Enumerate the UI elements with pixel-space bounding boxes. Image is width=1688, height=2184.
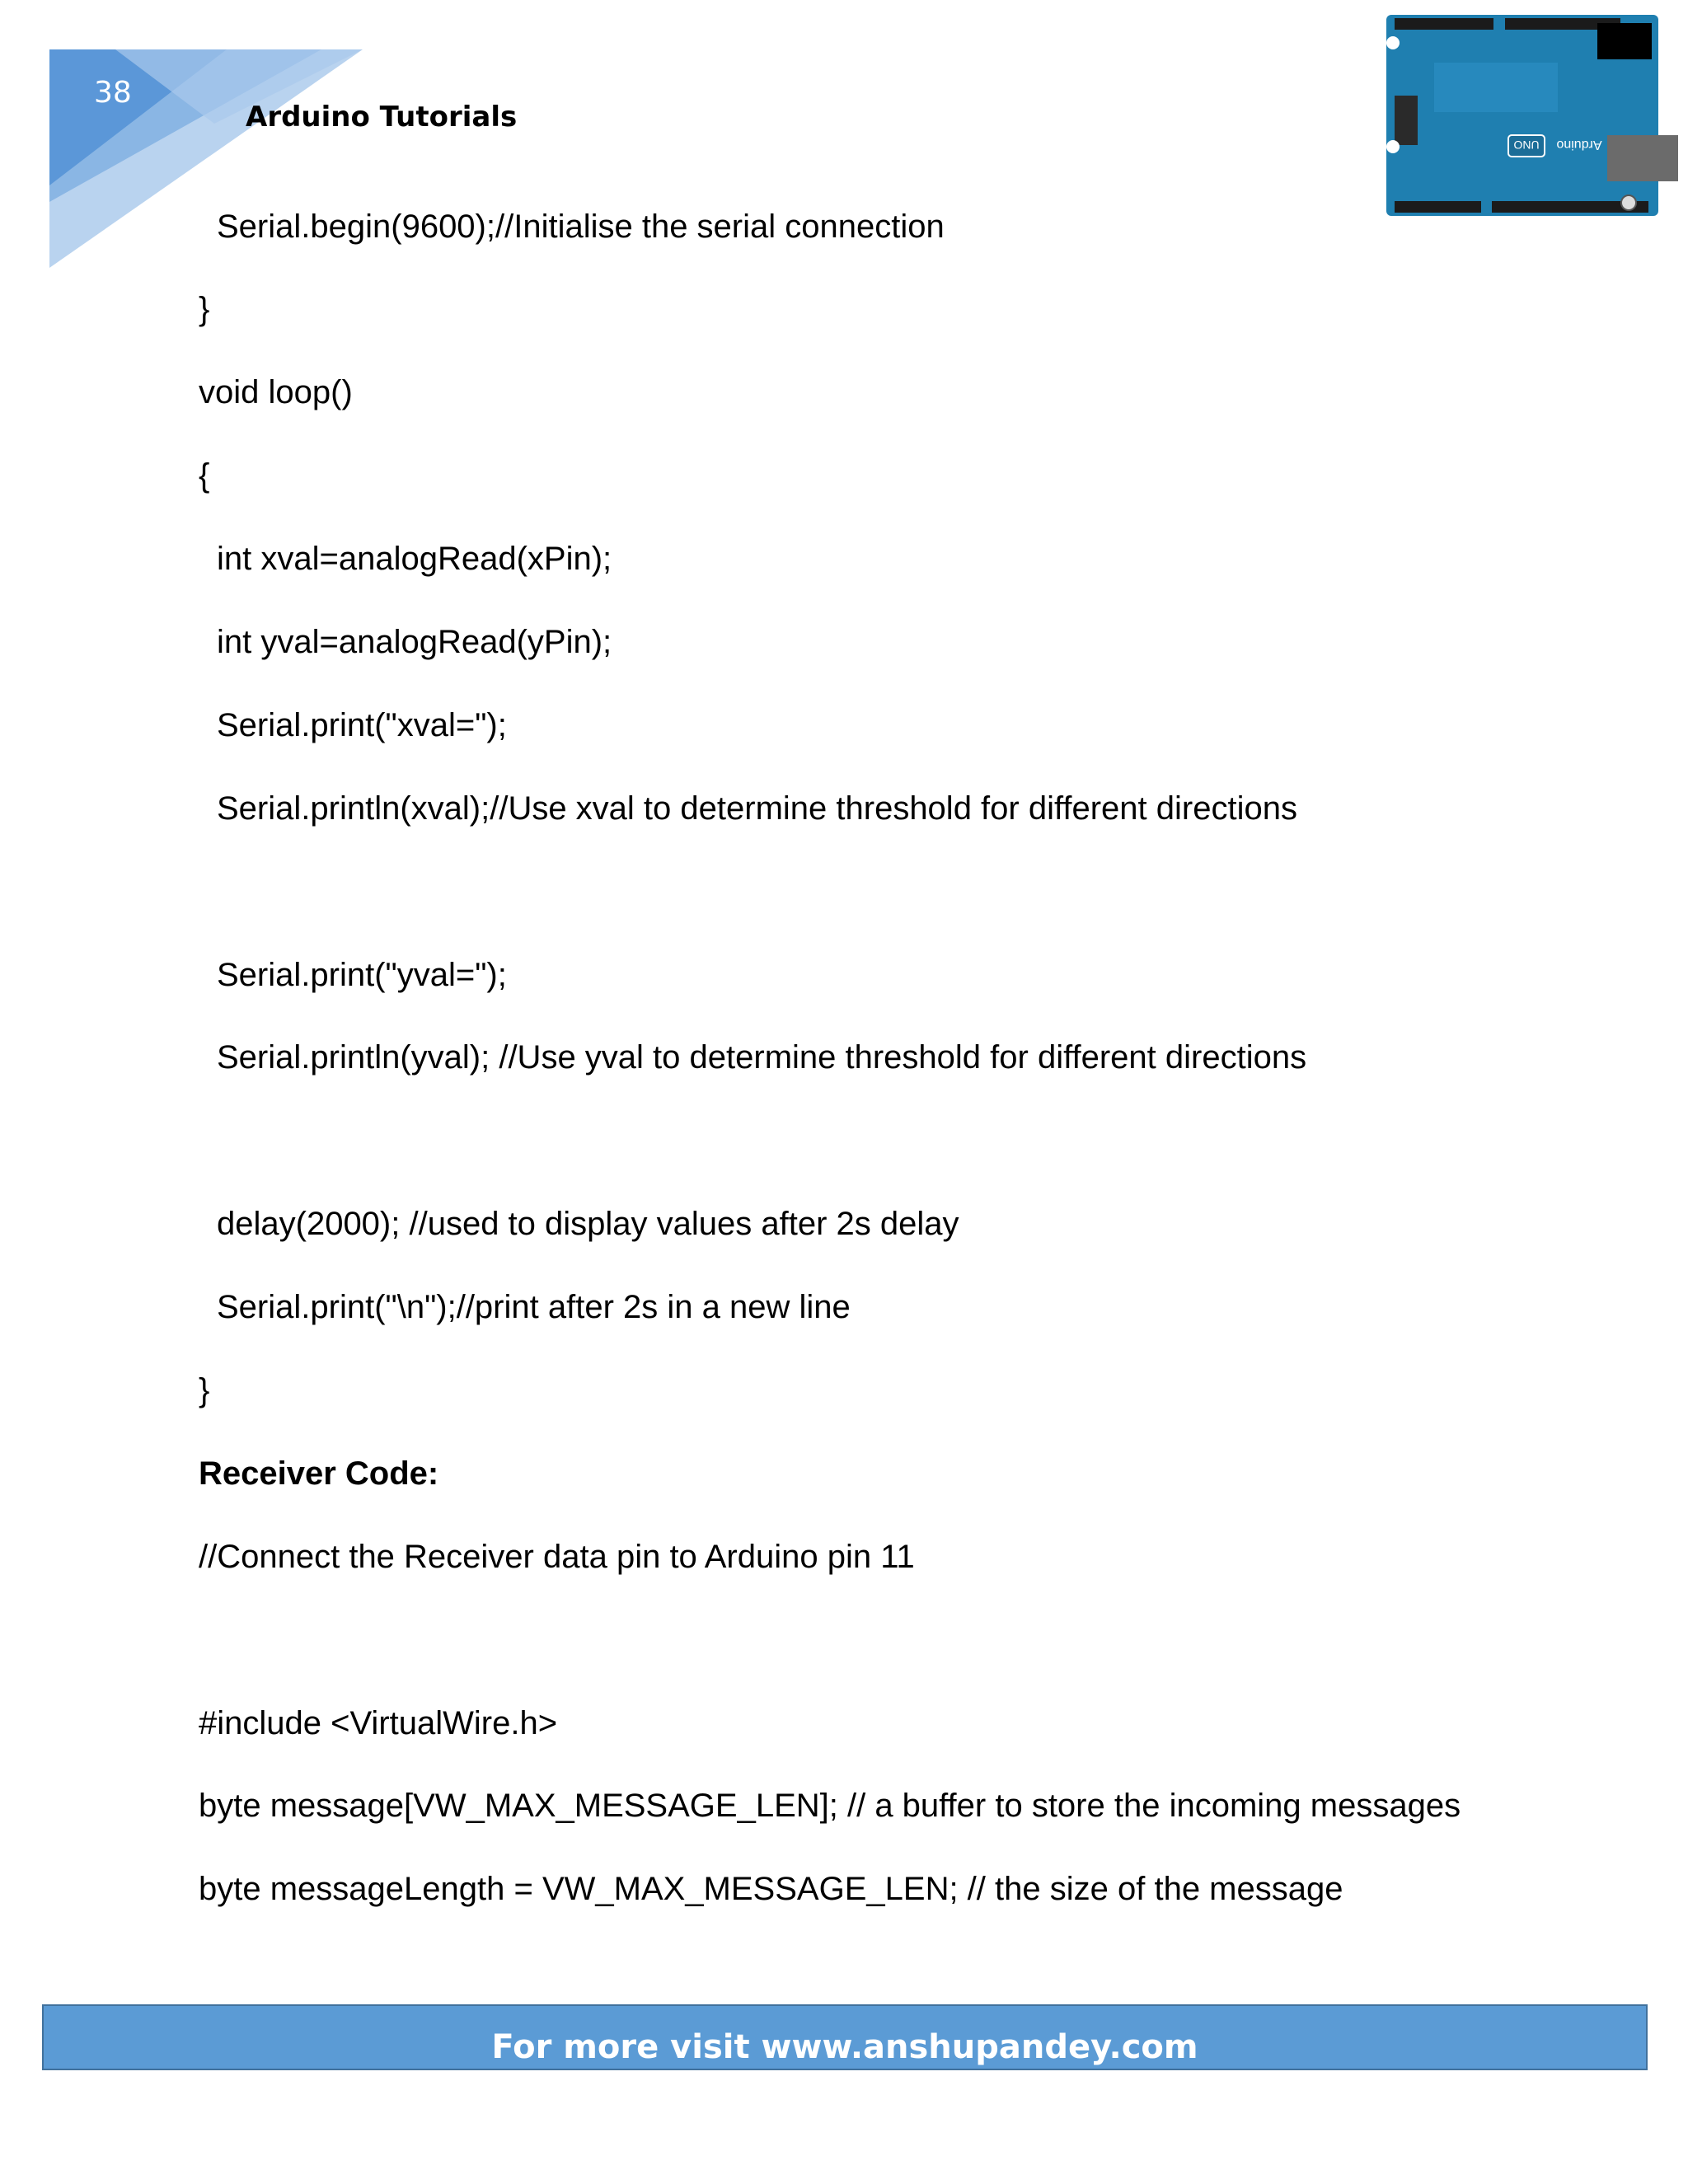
code-line: } <box>199 291 210 327</box>
document-title: Arduino Tutorials <box>246 101 518 134</box>
code-line: Serial.print("\n");//print after 2s in a new line <box>217 1289 851 1325</box>
code-line: Serial.print("yval="); <box>217 957 507 993</box>
code-line: byte messageLength = VW_MAX_MESSAGE_LEN; // the size of the message <box>199 1871 1343 1907</box>
board-label-text: Arduino <box>1556 138 1602 152</box>
code-line: Serial.begin(9600);//Initialise the serial connection <box>217 209 945 245</box>
section-heading-receiver-code: Receiver Code: <box>199 1455 439 1492</box>
code-line: Serial.println(xval);//Use xval to determine threshold for different directions <box>217 790 1297 827</box>
code-line: delay(2000); //used to display values after 2s delay <box>217 1206 959 1242</box>
code-line: void loop() <box>199 374 353 410</box>
code-line: Serial.println(yval); //Use yval to determine threshold for different directions <box>217 1039 1307 1076</box>
arduino-board-image <box>1385 13 1681 221</box>
code-line: int yval=analogRead(yPin); <box>217 624 612 660</box>
page-number: 38 <box>94 76 132 110</box>
board-model-text: UNO <box>1513 138 1540 152</box>
code-line: } <box>199 1372 210 1408</box>
code-line: //Connect the Receiver data pin to Arduino pin 11 <box>199 1539 915 1575</box>
code-line: byte message[VW_MAX_MESSAGE_LEN]; // a buffer to store the incoming messages <box>199 1788 1461 1824</box>
code-line: Serial.print("xval="); <box>217 707 507 743</box>
code-line: { <box>199 457 210 494</box>
footer-link-text[interactable]: For more visit www.anshupandey.com <box>491 2028 1198 2066</box>
code-line: #include <VirtualWire.h> <box>199 1705 558 1741</box>
code-line: int xval=analogRead(xPin); <box>217 541 612 577</box>
footer-bar <box>42 2004 1648 2070</box>
